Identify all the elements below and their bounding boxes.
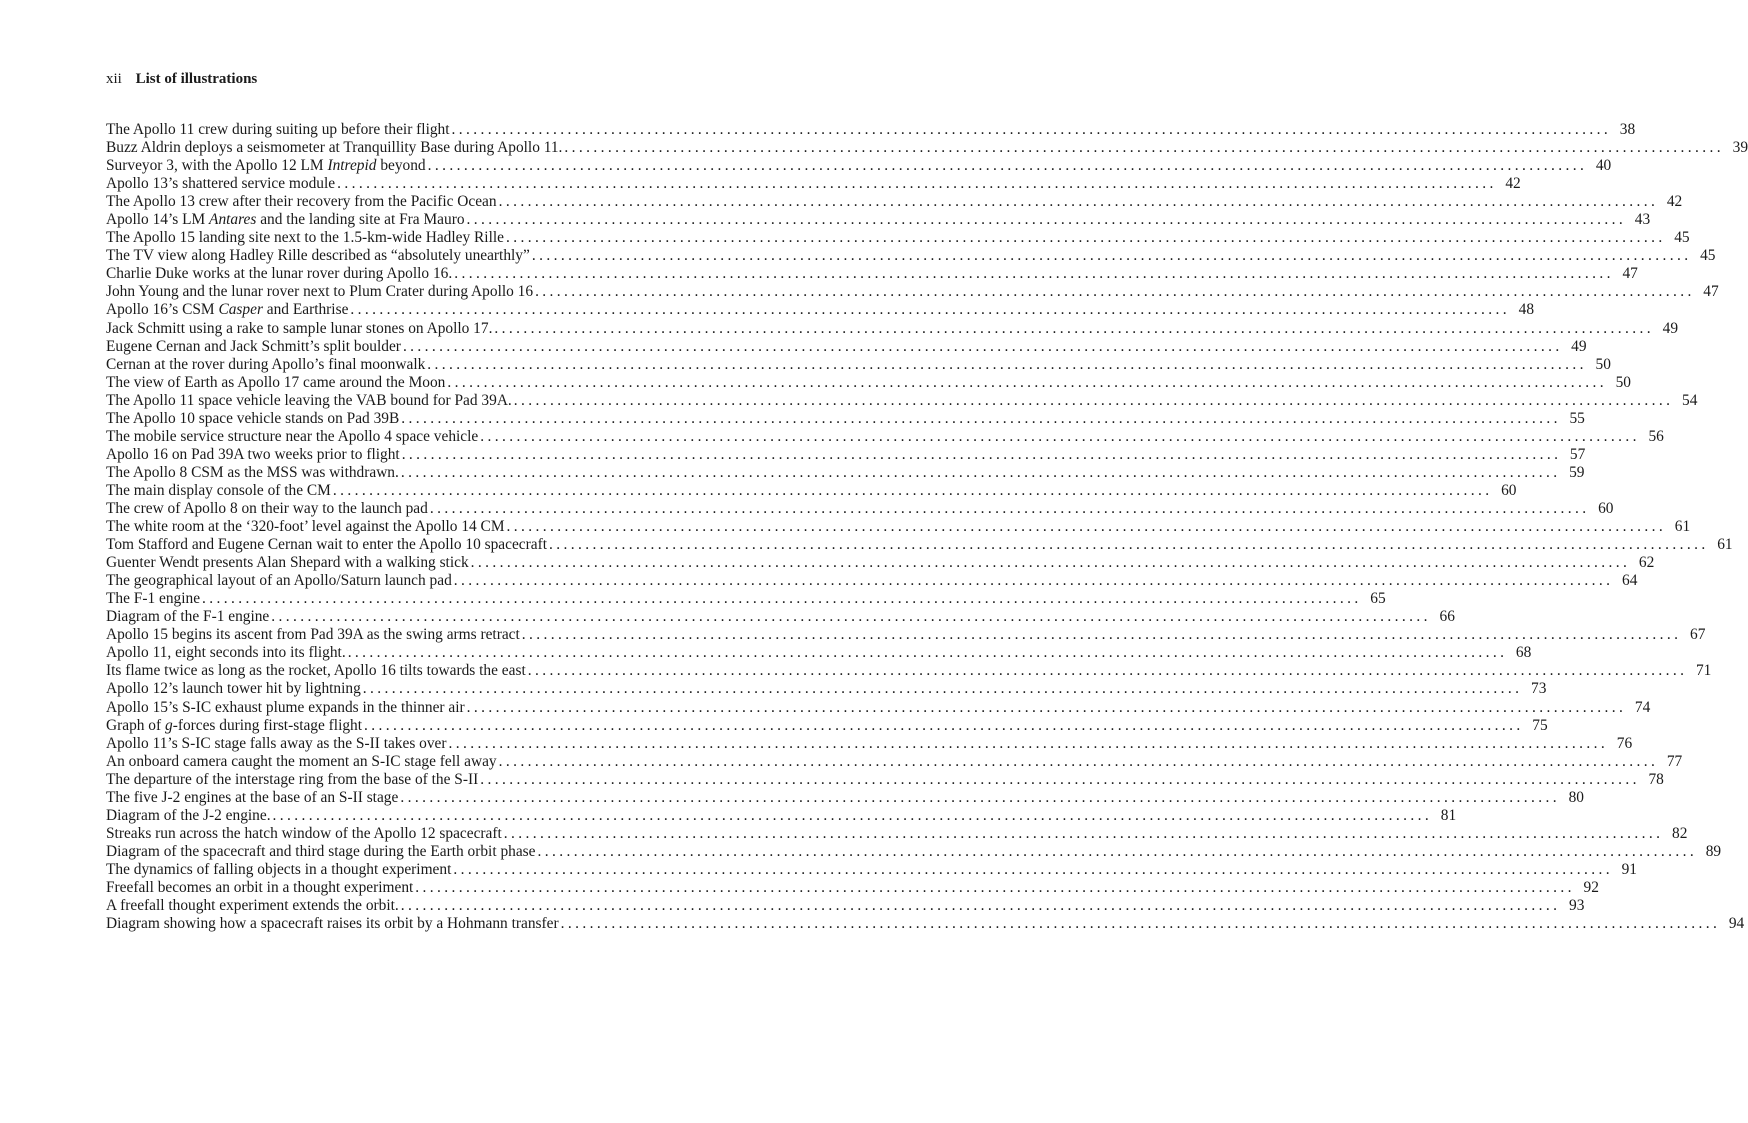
list-item [106, 752, 1683, 771]
list-item [106, 445, 1586, 464]
list-item [106, 554, 1655, 572]
caption-text: The Apollo 10 space vehicle stands on Pad 39B [106, 409, 400, 427]
caption-italic-text: g [164, 716, 173, 734]
illustration-caption [106, 121, 450, 139]
list-item [106, 139, 1748, 157]
page-reference: 80 [1568, 788, 1584, 806]
dot-leader: ................................................................................................................................................................ [453, 860, 1613, 878]
illustration-caption [106, 446, 400, 464]
page-reference: 47 [1703, 283, 1719, 301]
list-item [106, 608, 1455, 626]
dot-leader: ................................................................................................................................................................ [362, 680, 1523, 698]
caption-text: Apollo 13’s shattered service module [106, 175, 336, 193]
illustration-caption [106, 464, 399, 482]
page-reference: 54 [1682, 391, 1698, 409]
dot-leader: ................................................................................................................................................................ [498, 752, 1659, 770]
list-item [106, 572, 1638, 590]
list-item [106, 301, 1535, 319]
illustration-caption [106, 356, 425, 374]
illustration-caption [106, 175, 335, 193]
list-item [106, 337, 1587, 356]
page-reference: 74 [1634, 698, 1651, 716]
caption-text: Apollo 15 begins its ascent from Pad 39A as the swing arms retract [106, 626, 520, 644]
caption-text: The F-1 engine [106, 590, 201, 608]
dot-leader: ................................................................................................................................................................ [332, 481, 1493, 499]
dot-leader: ................................................................................................................................................................ [494, 319, 1655, 337]
caption-text: Diagram of the F-1 engine [106, 608, 270, 626]
dot-leader: ................................................................................................................................................................ [513, 391, 1674, 409]
page-reference: 48 [1518, 301, 1535, 319]
page-title: List of illustrations [135, 71, 258, 87]
caption-text: The Apollo 13 crew after their recovery from the Pacific Ocean [106, 193, 497, 211]
illustration-caption [106, 157, 426, 175]
dot-leader: ................................................................................................................................................................ [521, 626, 1682, 644]
illustration-caption [106, 771, 478, 789]
page-reference: 42 [1505, 175, 1521, 193]
caption-text: The departure of the interstage ring from the base of the S-II [106, 770, 479, 788]
caption-text: An onboard camera caught the moment an S-IC stage fell away [106, 752, 497, 770]
dot-leader: ................................................................................................................................................................ [401, 409, 1561, 427]
list-item [106, 121, 1636, 139]
illustration-caption [106, 662, 526, 680]
dot-leader: ................................................................................................................................................................ [505, 229, 1666, 247]
caption-text: Its flame twice as long as the rocket, Apollo 16 tilts towards the east [106, 662, 526, 680]
caption-text: Surveyor 3, with the Apollo 12 LM [106, 157, 328, 175]
list-item [106, 265, 1638, 283]
illustration-caption [106, 374, 445, 392]
list-item [106, 355, 1611, 374]
dot-leader: ................................................................................................................................................................ [454, 265, 1614, 283]
caption-text: Jack Schmitt using a rake to sample lunar stones on Apollo 17. [106, 319, 493, 337]
page-reference: 94 [1728, 915, 1745, 933]
list-item [106, 391, 1698, 410]
dot-leader: ................................................................................................................................................................ [564, 139, 1725, 157]
page-reference: 68 [1515, 644, 1532, 662]
caption-text: Apollo 16 on Pad 39A two weeks prior to flight [106, 445, 400, 463]
dot-leader: ................................................................................................................................................................ [400, 463, 1561, 481]
list-item [106, 319, 1679, 338]
caption-text: The Apollo 8 CSM as the MSS was withdrawn. [106, 463, 399, 481]
caption-italic-text: Antares [209, 211, 257, 229]
caption-text: A freefall thought experiment extends the orbit. [106, 897, 399, 915]
illustration-caption [106, 265, 452, 283]
page-reference: 67 [1690, 626, 1706, 644]
illustration-caption [106, 825, 502, 843]
caption-text: The geographical layout of an Apollo/Saturn launch pad [106, 572, 452, 590]
caption-text: The Apollo 11 crew during suiting up before their flight [106, 121, 450, 138]
illustration-caption [106, 229, 504, 247]
list-item [106, 788, 1584, 807]
caption-text: The Apollo 11 space vehicle leaving the VAB bound for Pad 39A. [106, 391, 512, 409]
caption-text: The mobile service structure near the Apollo 4 space vehicle [106, 427, 479, 445]
list-item [106, 860, 1637, 879]
list-item [106, 698, 1651, 717]
illustration-caption [106, 301, 348, 319]
caption-text: Streaks run across the hatch window of the Apollo 12 spacecraft [106, 824, 502, 842]
illustration-caption [106, 807, 271, 825]
illustrations-list [106, 121, 1748, 933]
illustration-caption [106, 699, 465, 717]
illustration-caption [106, 843, 536, 861]
page-reference: 75 [1532, 716, 1548, 734]
dot-leader: ................................................................................................................................................................ [451, 121, 1612, 138]
illustration-caption [106, 428, 478, 446]
list-item [106, 229, 1690, 247]
dot-leader: ................................................................................................................................................................ [347, 644, 1508, 662]
dot-leader: ................................................................................................................................................................ [527, 662, 1688, 680]
caption-text: Diagram of the J-2 engine. [106, 806, 271, 824]
caption-text: The five J-2 engines at the base of an S-II stage [106, 788, 399, 806]
dot-leader: ................................................................................................................................................................ [548, 536, 1709, 554]
illustration-caption [106, 283, 533, 301]
list-item [106, 536, 1733, 554]
caption-text: The TV view along Hadley Rille described as “absolutely unearthly” [106, 247, 530, 265]
page-reference: 64 [1622, 572, 1638, 590]
dot-leader: ................................................................................................................................................................ [506, 518, 1667, 536]
list-item [106, 644, 1532, 662]
dot-leader: ................................................................................................................................................................ [401, 445, 1562, 463]
illustration-caption [106, 753, 497, 771]
page-reference: 77 [1666, 752, 1683, 770]
dot-leader: ................................................................................................................................................................ [272, 806, 1433, 824]
caption-text: Guenter Wendt presents Alan Shepard with a walking stick [106, 554, 469, 572]
page-reference: 50 [1615, 373, 1631, 391]
page-reference: 60 [1501, 481, 1517, 499]
page-reference: 92 [1583, 878, 1599, 896]
list-item [106, 427, 1664, 446]
caption-text: The crew of Apollo 8 on their way to the launch pad [106, 499, 428, 517]
page-reference: 47 [1622, 265, 1638, 283]
list-item [106, 590, 1386, 608]
page-reference: 45 [1674, 229, 1690, 247]
caption-text: and Earthrise [262, 301, 349, 319]
dot-leader: ................................................................................................................................................................ [415, 878, 1575, 896]
dot-leader: ................................................................................................................................................................ [448, 734, 1609, 752]
illustration-caption [106, 897, 399, 915]
caption-italic-text: Casper [218, 301, 263, 319]
illustration-caption [106, 717, 362, 735]
dot-leader: ................................................................................................................................................................ [453, 572, 1614, 590]
page-reference: 62 [1638, 554, 1655, 572]
list-item [106, 283, 1719, 301]
caption-text: Graph of [106, 716, 165, 734]
illustration-caption [106, 518, 505, 536]
caption-text: The Apollo 15 landing site next to the 1.5-km-wide Hadley Rille [106, 229, 504, 247]
dot-leader: ................................................................................................................................................................ [350, 301, 1511, 319]
list-item [106, 878, 1599, 897]
list-item [106, 211, 1651, 229]
caption-text: Charlie Duke works at the lunar rover during Apollo 16. [106, 265, 453, 283]
illustration-caption [106, 500, 428, 518]
illustration-caption [106, 536, 547, 554]
illustration-caption [106, 193, 497, 211]
illustration-caption [106, 608, 269, 626]
dot-leader: ................................................................................................................................................................ [480, 770, 1640, 788]
illustration-caption [106, 392, 512, 410]
dot-leader: ................................................................................................................................................................ [427, 355, 1587, 373]
caption-text: Apollo 11’s S-IC stage falls away as the S-II takes over [106, 734, 447, 752]
dot-leader: ................................................................................................................................................................ [560, 915, 1721, 933]
dot-leader: ................................................................................................................................................................ [429, 499, 1590, 517]
caption-text: -forces during first-stage flight [172, 716, 363, 734]
illustration-caption [106, 735, 447, 753]
caption-text: and the landing site at Fra Mauro [256, 211, 465, 229]
page-reference: 50 [1595, 355, 1611, 373]
list-item [106, 463, 1585, 482]
page-reference: 66 [1439, 608, 1455, 626]
dot-leader: ................................................................................................................................................................ [402, 337, 1563, 355]
dot-leader: ................................................................................................................................................................ [427, 157, 1588, 175]
illustration-caption [106, 320, 492, 338]
page-reference: 38 [1619, 121, 1636, 138]
illustration-caption [106, 915, 559, 933]
list-item [106, 770, 1664, 789]
page-reference: 42 [1666, 193, 1683, 211]
page-reference: 81 [1440, 806, 1457, 824]
list-item [106, 915, 1745, 933]
caption-text: Eugene Cernan and Jack Schmitt’s split boulder [106, 337, 401, 355]
illustration-caption [106, 879, 413, 897]
caption-text: The view of Earth as Apollo 17 came around the Moon [106, 373, 446, 391]
dot-leader: ................................................................................................................................................................ [337, 175, 1497, 193]
list-item [106, 626, 1706, 644]
page-reference: 43 [1634, 211, 1651, 229]
list-item [106, 481, 1517, 500]
caption-text: Apollo 16’s CSM [106, 301, 219, 319]
dot-leader: ................................................................................................................................................................ [271, 608, 1431, 626]
caption-text: The dynamics of falling objects in a thought experiment [106, 860, 452, 878]
dot-leader: ................................................................................................................................................................ [400, 788, 1560, 806]
page-reference: 39 [1732, 139, 1748, 157]
dot-leader: ................................................................................................................................................................ [364, 716, 1524, 734]
list-item [106, 157, 1612, 175]
caption-text: Tom Stafford and Eugene Cernan wait to enter the Apollo 10 spacecraft [106, 536, 547, 554]
page-reference: 49 [1571, 337, 1587, 355]
page-reference: 49 [1662, 319, 1679, 337]
dot-leader: ................................................................................................................................................................ [466, 698, 1627, 716]
dot-leader: ................................................................................................................................................................ [480, 427, 1640, 445]
caption-italic-text: Intrepid [327, 157, 377, 175]
list-item [106, 409, 1585, 428]
caption-text: Apollo 12’s launch tower hit by lightning [106, 680, 361, 698]
dot-leader: ................................................................................................................................................................ [400, 897, 1561, 915]
caption-text: Apollo 15’s S-IC exhaust plume expands in the thinner air [106, 698, 465, 716]
illustration-caption [106, 410, 399, 428]
caption-text: Apollo 14’s LM [106, 211, 210, 229]
caption-text: Apollo 11, eight seconds into its flight. [106, 644, 346, 662]
caption-text: Diagram showing how a spacecraft raises its orbit by a Hohmann transfer [106, 915, 559, 933]
running-header [106, 70, 257, 88]
page-reference: 59 [1569, 463, 1585, 481]
page-reference: 65 [1370, 590, 1386, 608]
illustration-caption [106, 590, 200, 608]
page-reference: 40 [1595, 157, 1612, 175]
list-item [106, 716, 1548, 735]
illustration-caption [106, 644, 346, 662]
illustration-caption [106, 247, 530, 265]
illustration-caption [106, 789, 398, 807]
page-reference: 93 [1569, 897, 1585, 915]
page-reference: 82 [1672, 824, 1688, 842]
page-reference: 45 [1700, 247, 1716, 265]
caption-text: beyond [376, 157, 426, 175]
dot-leader: ................................................................................................................................................................ [470, 554, 1631, 572]
dot-leader: ................................................................................................................................................................ [531, 247, 1692, 265]
caption-text: Freefall becomes an orbit in a thought experiment [106, 878, 414, 896]
list-item [106, 806, 1457, 825]
caption-text: The white room at the ‘320-foot’ level against the Apollo 14 CM [106, 518, 505, 536]
illustration-caption [106, 482, 331, 500]
caption-text: The main display console of the CM [106, 481, 331, 499]
caption-text: Diagram of the spacecraft and third stage during the Earth orbit phase [106, 842, 536, 860]
page-reference: 61 [1674, 518, 1691, 536]
page-reference: 60 [1598, 499, 1614, 517]
list-item [106, 662, 1712, 680]
illustration-caption [106, 680, 361, 698]
list-item [106, 734, 1633, 753]
page-reference: 73 [1531, 680, 1547, 698]
page-reference: 61 [1717, 536, 1733, 554]
illustration-caption [106, 338, 401, 356]
page-reference: 55 [1569, 409, 1585, 427]
illustration-caption [106, 554, 469, 572]
illustration-caption [106, 626, 520, 644]
page-reference: 89 [1705, 842, 1722, 860]
dot-leader: ................................................................................................................................................................ [202, 590, 1362, 608]
illustration-caption [106, 211, 465, 229]
page-reference: 91 [1621, 860, 1637, 878]
list-item [106, 897, 1585, 915]
list-item [106, 518, 1691, 536]
page-reference: 78 [1648, 770, 1664, 788]
page-reference: 56 [1648, 427, 1664, 445]
page-reference: 71 [1695, 662, 1712, 680]
dot-leader: ................................................................................................................................................................ [503, 824, 1664, 842]
list-item [106, 175, 1521, 193]
list-item [106, 193, 1683, 211]
list-item [106, 247, 1716, 265]
list-item [106, 499, 1614, 518]
caption-text: Buzz Aldrin deploys a seismometer at Tranquillity Base during Apollo 11. [106, 139, 563, 157]
illustration-caption [106, 139, 562, 157]
dot-leader: ................................................................................................................................................................ [447, 373, 1607, 391]
list-item [106, 842, 1722, 861]
page-reference: 57 [1569, 445, 1586, 463]
illustration-caption [106, 572, 452, 590]
dot-leader: ................................................................................................................................................................ [535, 283, 1695, 301]
caption-text: Cernan at the rover during Apollo’s final moonwalk [106, 355, 426, 373]
list-item [106, 680, 1547, 698]
dot-leader: ................................................................................................................................................................ [466, 211, 1627, 229]
page-number: xii [106, 71, 122, 87]
list-item [106, 373, 1631, 392]
list-item [106, 824, 1688, 843]
illustration-caption [106, 861, 451, 879]
dot-leader: ................................................................................................................................................................ [537, 842, 1698, 860]
dot-leader: ................................................................................................................................................................ [498, 193, 1659, 211]
caption-text: John Young and the lunar rover next to Plum Crater during Apollo 16 [106, 283, 534, 301]
page-reference: 76 [1616, 734, 1633, 752]
